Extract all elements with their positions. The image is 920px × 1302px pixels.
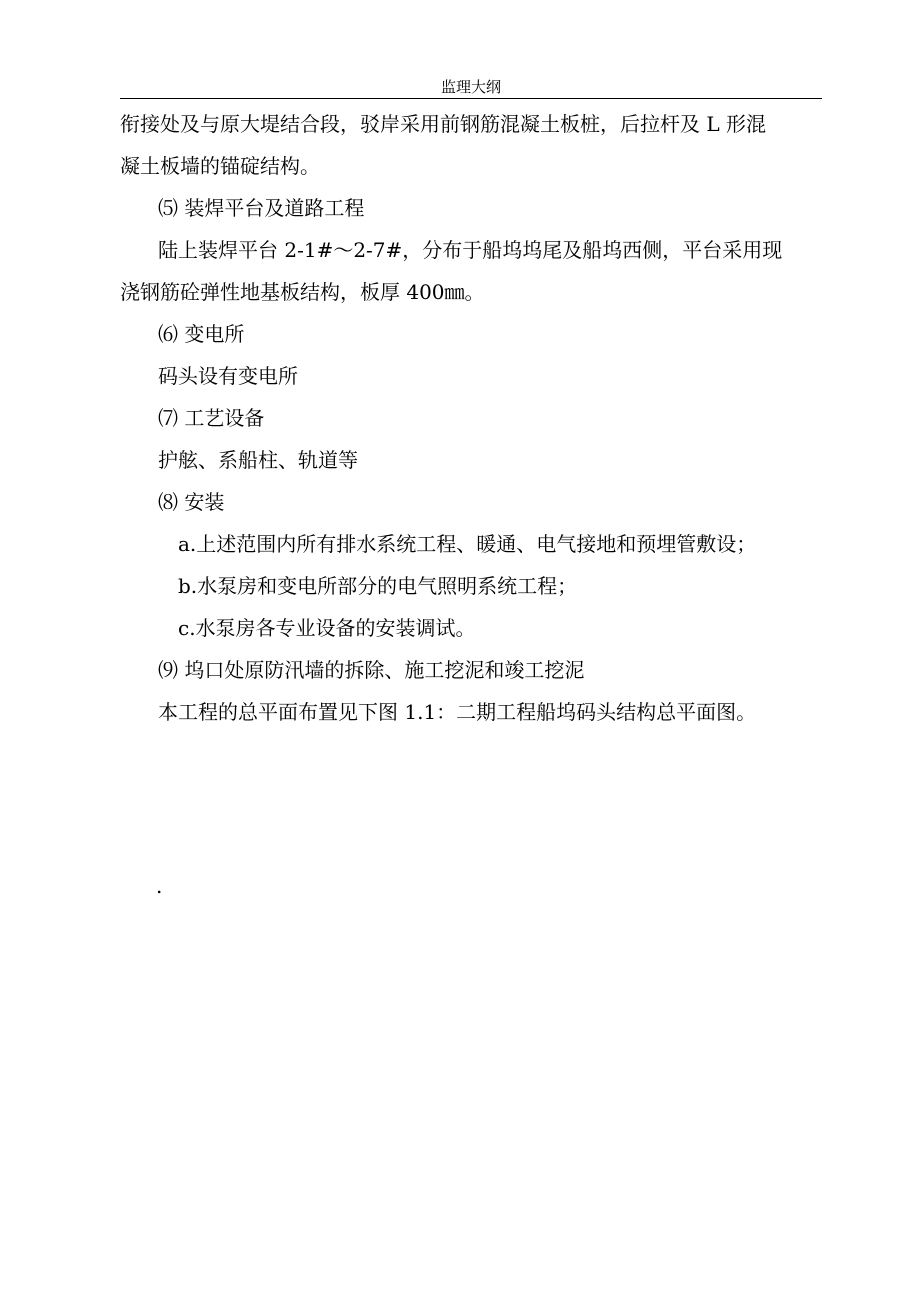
section-heading-5: ⑸ 装焊平台及道路工程 <box>158 196 365 220</box>
header-divider <box>120 98 822 99</box>
body-line-2: 凝土板墙的锚碇结构。 <box>120 154 320 178</box>
stray-dot: . <box>156 874 163 898</box>
section-heading-7: ⑺ 工艺设备 <box>158 406 265 430</box>
header-title: 监理大纲 <box>440 78 501 96</box>
body-line-9: 护舷、系船柱、轨道等 <box>158 448 358 472</box>
body-line-7: 码头设有变电所 <box>158 364 298 388</box>
section-heading-6: ⑹ 变电所 <box>158 322 245 346</box>
section-heading-8: ⑻ 安装 <box>158 490 225 514</box>
section-heading-9: ⑼ 坞口处原防汛墙的拆除、施工挖泥和竣工挖泥 <box>158 658 585 682</box>
body-line-4: 陆上装焊平台 2-1#～2-7#，分布于船坞坞尾及船坞西侧，平台采用现 <box>158 238 783 262</box>
list-item-c: c.水泵房各专业设备的安装调试。 <box>178 616 476 640</box>
list-item-a: a.上述范围内所有排水系统工程、暖通、电气接地和预埋管敷设； <box>178 532 757 556</box>
body-line-15: 本工程的总平面布置见下图 1.1：二期工程船坞码头结构总平面图。 <box>158 700 757 724</box>
body-line-1: 衔接处及与原大堤结合段，驳岸采用前钢筋混凝土板桩，后拉杆及 L 形混 <box>120 112 766 136</box>
body-line-5: 浇钢筋砼弹性地基板结构，板厚 400㎜。 <box>120 280 485 304</box>
list-item-b: b.水泵房和变电所部分的电气照明系统工程； <box>178 574 578 598</box>
